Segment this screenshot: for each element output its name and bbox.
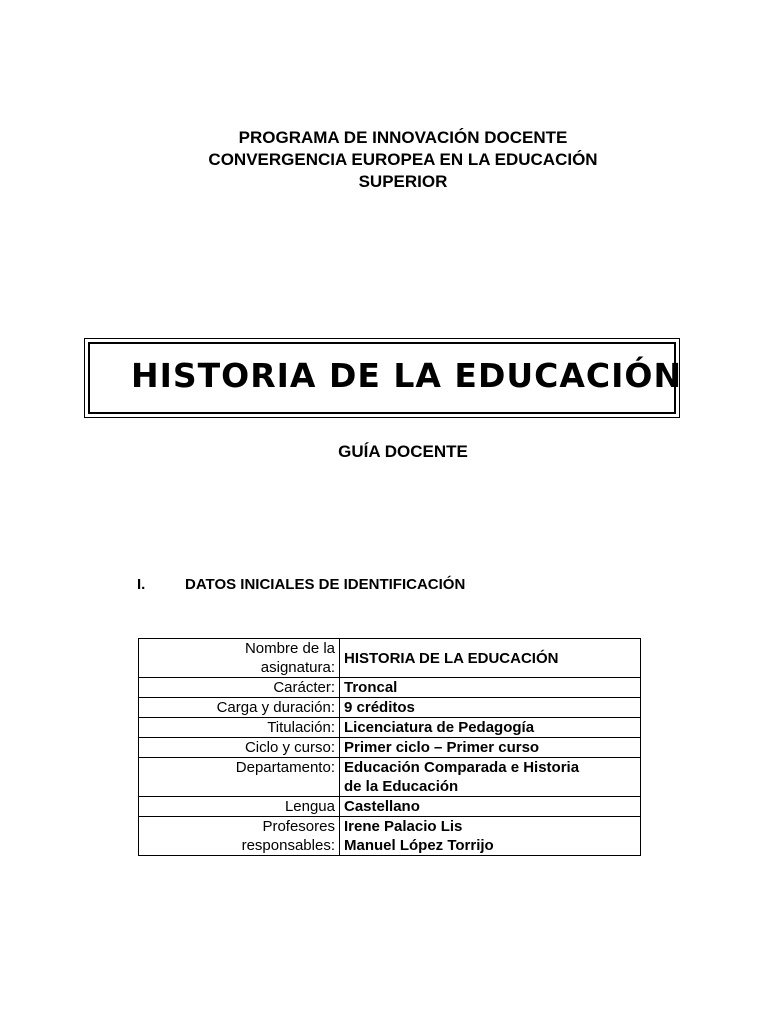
row-value-line: Educación Comparada e Historia	[344, 759, 580, 776]
row-label	[139, 698, 340, 718]
guide-label: GUÍA DOCENTE	[338, 442, 468, 461]
row-value-line: HISTORIA DE LA EDUCACIÓN	[344, 649, 559, 667]
row-value	[340, 817, 641, 856]
row-value-line: Troncal	[344, 679, 398, 696]
row-value	[340, 758, 641, 797]
row-label-line: Titulación:	[267, 719, 335, 736]
table-row	[139, 797, 641, 817]
row-value	[340, 639, 641, 678]
program-header	[0, 127, 768, 193]
program-header-line-3: SUPERIOR	[358, 172, 448, 191]
row-label	[139, 738, 340, 758]
table-row	[139, 698, 641, 718]
section-number: I.	[137, 576, 146, 593]
row-value-line: Licenciatura de Pedagogía	[344, 719, 535, 736]
course-title: HISTORIA DE LA EDUCACIÓN	[131, 356, 683, 395]
row-label-line: Profesores	[262, 818, 335, 835]
row-label-line: Lengua	[284, 798, 335, 815]
row-label	[139, 797, 340, 817]
row-label-line: responsables:	[241, 837, 335, 854]
identification-table	[138, 638, 641, 856]
table-row	[139, 758, 641, 797]
row-label	[139, 639, 340, 678]
row-label-line: Carácter:	[273, 679, 335, 696]
table-row	[139, 817, 641, 856]
row-value	[340, 738, 641, 758]
row-value-line: de la Educación	[344, 778, 459, 795]
row-value-line: Irene Palacio Lis	[344, 818, 463, 835]
row-label-line: Departamento:	[235, 759, 335, 776]
row-value-line: Castellano	[344, 798, 420, 815]
row-value	[340, 797, 641, 817]
row-value-line: 9 créditos	[344, 699, 415, 716]
row-value	[340, 698, 641, 718]
table-row	[139, 738, 641, 758]
section-title: DATOS INICIALES DE IDENTIFICACIÓN	[185, 576, 466, 593]
row-label-line: asignatura:	[260, 659, 335, 676]
row-label-line: Carga y duración:	[216, 699, 335, 716]
course-title-box	[84, 338, 683, 418]
program-header-line-1: PROGRAMA DE INNOVACIÓN DOCENTE	[238, 128, 568, 147]
table-row	[139, 678, 641, 698]
row-value-line: Manuel López Torrijo	[344, 837, 494, 854]
row-value-line: Primer ciclo – Primer curso	[344, 739, 540, 756]
table-row	[139, 639, 641, 678]
table-row	[139, 718, 641, 738]
program-header-line-2: CONVERGENCIA EUROPEA EN LA EDUCACIÓN	[208, 150, 598, 169]
row-value	[340, 678, 641, 698]
row-label	[139, 678, 340, 698]
row-label	[139, 758, 340, 797]
row-label-line: Ciclo y curso:	[244, 739, 335, 756]
row-label	[139, 718, 340, 738]
row-value	[340, 718, 641, 738]
row-label-line: Nombre de la	[244, 640, 335, 657]
row-label	[139, 817, 340, 856]
